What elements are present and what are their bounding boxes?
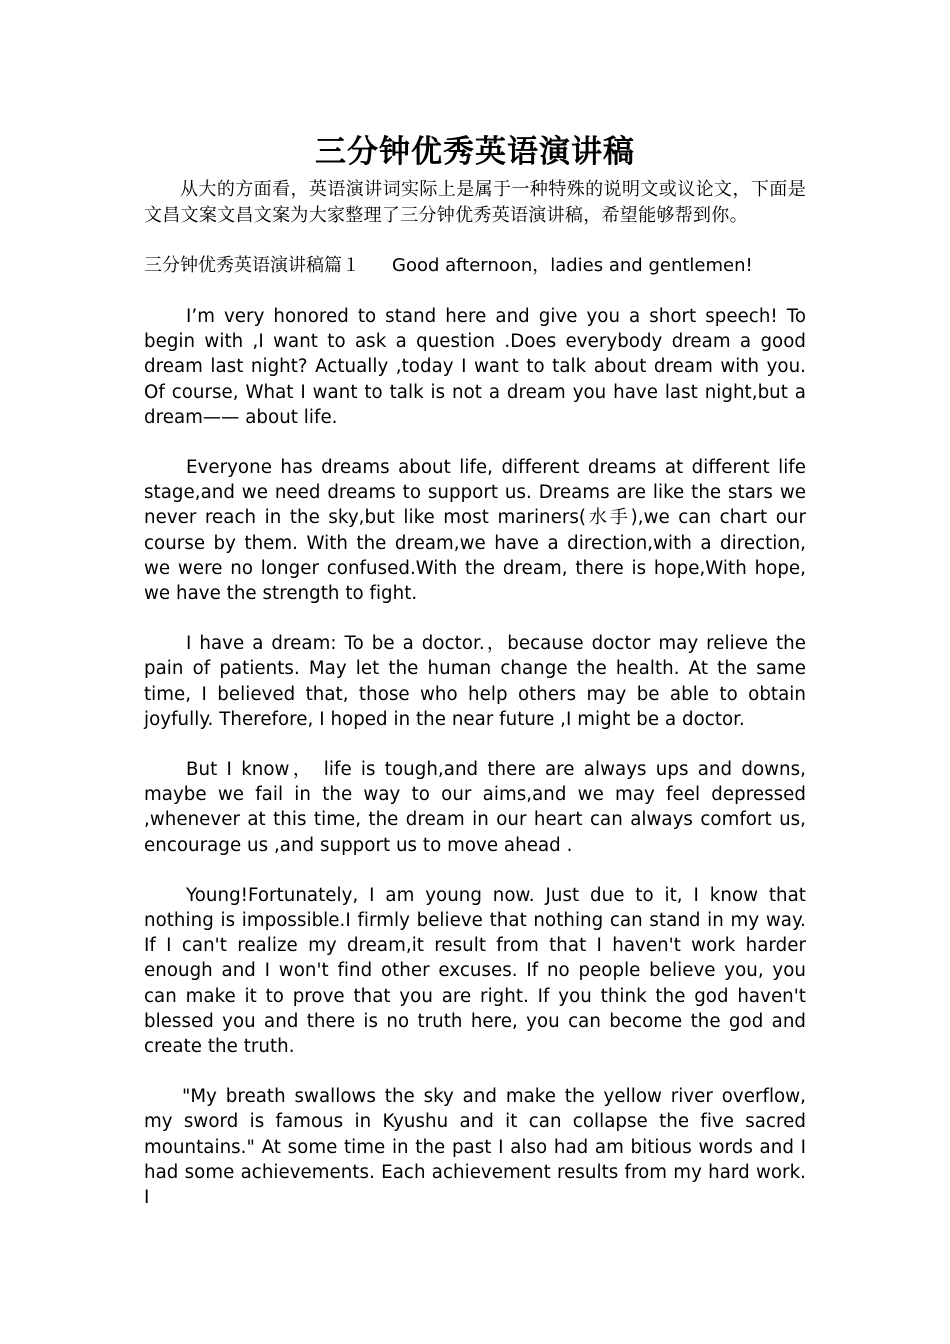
body-paragraph-5: Young!Fortunately, I am young now. Just due to it, I know that nothing is impossible.I firmly believe that nothing can stand in my way. If I can't realize my dream,it result from that I haven't work harder enough and I won't find other excuses. If no people believe you, you can make it to prove that you are right. If you think the god haven't blessed you and there is no truth here, you can become the god and create the truth. — [144, 884, 806, 1058]
body-paragraph-6: "My breath swallows the sky and make the yellow river overflow, my sword is famous in Kyushu and it can collapse the five sacred mountains." At some time in the past I also had am bitious words and I had some achievements. Each achievement results from my hard work. I — [144, 1086, 806, 1209]
intro-paragraph: 从大的方面看，英语演讲词实际上是属于一种特殊的说明文或议论文，下面是文昌文案文昌文案为大家整理了三分钟优秀英语演讲稿，希望能够帮到你。 — [144, 179, 806, 226]
body-paragraph-2: Everyone has dreams about life, different dreams at different life stage,and we need dreams to support us. Dreams are like the stars we never reach in the sky,but like most mariners(水手),we can chart our course by them. With the dream,we have a direction,with a direction, we were no longer confused.With the dream, there is hope,With hope, we have the strength to fight. — [144, 457, 806, 605]
document-page — [144, 130, 806, 1210]
body-paragraph-3: I have a dream: To be a doctor.，because doctor may relieve the pain of patients. May let the human change the health. At the same time, I believed that, those who help others may be able to obtain joyfully. Therefore, I hoped in the near future ,I might be a doctor. — [144, 633, 806, 730]
section-label: 三分钟优秀英语演讲稿篇１ — [144, 255, 360, 276]
body-paragraph-1: I’m very honored to stand here and give you a short speech! To begin with ,I want to ask a question .Does everybody dream a good dream last night? Actually ,today I want to talk about dream with you. Of course, What I want to talk is not a dream you have last night,but a dream—— about life. — [144, 306, 806, 428]
greeting: Good afternoon，ladies and gentlemen! — [392, 255, 753, 276]
section-heading — [144, 253, 806, 279]
document-title: 三分钟优秀英语演讲稿 — [315, 134, 635, 170]
body-paragraph-4: But I know， life is tough,and there are always ups and downs, maybe we fail in the way to our aims,and we may feel depressed ,whenever at this time, the dream in our heart can always comfort us, encourage us ,and support us to move ahead . — [144, 759, 806, 856]
